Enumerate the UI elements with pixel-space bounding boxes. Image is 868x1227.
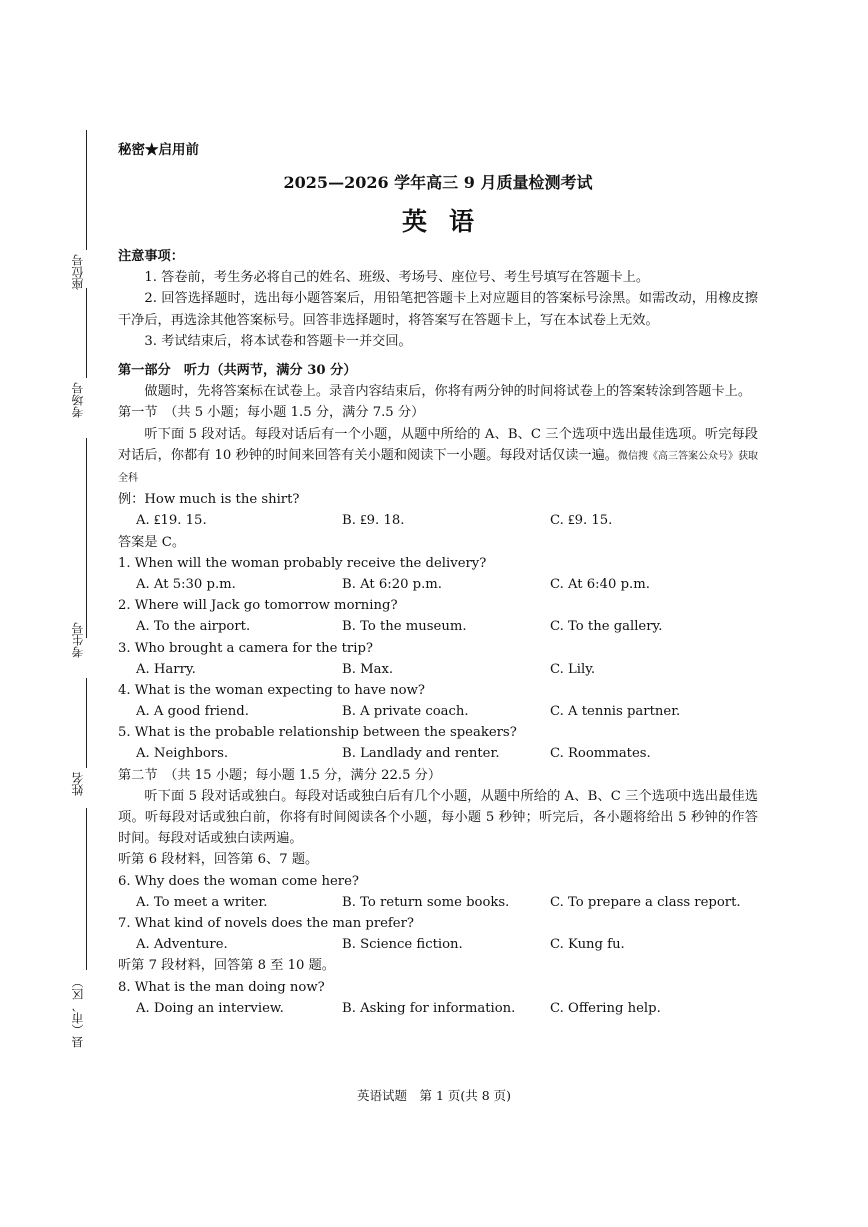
divider [86, 808, 87, 970]
question-text: 5. What is the probable relationship between the speakers? [118, 725, 517, 741]
question-text: 6. Why does the woman come here? [118, 873, 359, 889]
exam-title: 2025—2026 学年高三 9 月质量检测考试 [283, 173, 593, 192]
question-options [118, 701, 758, 722]
option-a: A. To the airport. [136, 619, 251, 635]
notice-heading: 注意事项： [118, 249, 184, 264]
question-item [118, 977, 758, 1019]
divider [86, 288, 87, 378]
option-b: B. Science fiction. [342, 937, 463, 953]
example-options [118, 510, 758, 531]
divider [86, 438, 87, 638]
question-text: 1. When will the woman probably receive the delivery? [118, 555, 487, 571]
option-c: C. Offering help. [550, 1000, 661, 1016]
material-6-instruction: 听第 6 段材料，回答第 6、7 题。 [118, 852, 319, 868]
name-label: 姓名 [71, 772, 85, 796]
example-question: 例：How much is the shirt? [118, 492, 300, 508]
county-label: 县（市、区） [71, 976, 85, 1048]
question-text: 7. What kind of novels does the man prefer? [118, 915, 414, 931]
part1-heading: 第一部分 听力（共两节，满分 30 分） [118, 363, 357, 378]
question-text: 2. Where will Jack go tomorrow morning? [118, 598, 398, 614]
seat-number-label: 座位号 [71, 254, 85, 290]
option-a: A. ₤19. 15. [136, 513, 207, 529]
page-footer: 英语试题 第 1 页(共 8 页) [356, 1088, 512, 1103]
question-item [118, 913, 758, 955]
divider [86, 130, 87, 250]
option-b: B. Landlady and renter. [342, 746, 500, 762]
option-c: C. At 6:40 p.m. [550, 576, 650, 592]
option-c: C. Roommates. [550, 746, 651, 762]
section1-intro-text: 听下面 5 段对话。每段对话后有一个小题，从题中所给的 A、B、C 三个选项中选出最佳选项。听完每段对话后，你都有 10 秒钟的时间来回答有关小题和阅读下一小题。每段对话仅读一遍。 [118, 426, 758, 463]
option-a: A. Doing an interview. [136, 1000, 284, 1016]
option-a: A. A good friend. [136, 704, 249, 720]
option-c: C. Lily. [550, 661, 596, 677]
question-list-1 [118, 553, 758, 765]
question-options [118, 616, 758, 637]
question-options [118, 892, 758, 913]
section1-intro [118, 424, 758, 490]
option-b: B. To return some books. [342, 894, 510, 910]
option-a: A. To meet a writer. [136, 894, 268, 910]
option-a: A. Neighbors. [136, 746, 229, 762]
exam-page [118, 138, 758, 1019]
subject-title: 英语 [401, 207, 496, 236]
option-b: B. ₤9. 18. [342, 513, 405, 529]
section2-intro: 听下面 5 段对话或独白。每段对话或独白后有几个小题，从题中所给的 A、B、C 三个选项中选出最佳选项。听每段对话或独白前，你将有时间阅读各个小题，每小题 5 秒钟；听完后，各小题将给出 5 秒钟的作答时间。每段对话或独白读两遍。 [118, 788, 758, 847]
question-text: 3. Who brought a camera for the trip? [118, 640, 373, 656]
option-c: C. To prepare a class report. [550, 894, 741, 910]
confidential-mark: 秘密★启用前 [118, 142, 199, 158]
question-item [118, 871, 758, 913]
option-c: C. To the gallery. [550, 619, 663, 635]
question-text: 4. What is the woman expecting to have now? [118, 682, 425, 698]
notice-item: 1. 答卷前，考生务必将自己的姓名、班级、考场号、座位号、考生号填写在答题卡上。 [144, 270, 650, 286]
exam-room-label: 考场号 [71, 382, 85, 418]
question-text: 8. What is the man doing now? [118, 979, 325, 995]
section1-heading: 第一节 （共 5 小题；每小题 1.5 分，满分 7.5 分） [118, 405, 425, 421]
question-item [118, 595, 758, 637]
section2-heading: 第二节 （共 15 小题；每小题 1.5 分，满分 22.5 分） [118, 767, 442, 783]
option-b: B. To the museum. [342, 619, 467, 635]
option-b: B. A private coach. [342, 704, 469, 720]
divider [86, 678, 87, 768]
question-list-2b [118, 977, 758, 1019]
material-7-instruction: 听第 7 段材料，回答第 8 至 10 题。 [118, 958, 335, 974]
question-options [118, 574, 758, 595]
option-a: A. Adventure. [136, 937, 228, 953]
option-b: B. Max. [342, 661, 394, 677]
watermark-note: 微信搜《高三答案公众号》获取全科 [118, 450, 759, 484]
question-options [118, 998, 758, 1019]
question-item [118, 553, 758, 595]
question-item [118, 680, 758, 722]
notice-item: 3. 考试结束后，将本试卷和答题卡一并交回。 [144, 333, 412, 349]
question-item [118, 722, 758, 764]
question-options [118, 934, 758, 955]
option-c: C. ₤9. 15. [550, 513, 613, 529]
binding-margin [66, 130, 96, 1070]
option-b: B. Asking for information. [342, 1000, 516, 1016]
notice-item: 2. 回答选择题时，选出每小题答案后，用铅笔把答题卡上对应题目的答案标号涂黑。如需改动，用橡皮擦干净后，再选涂其他答案标号。回答非选择题时，将答案写在答题卡上，写在本试卷上无效。 [118, 291, 758, 328]
candidate-number-label: 考生号 [71, 622, 85, 658]
question-list-2a [118, 871, 758, 956]
question-options [118, 659, 758, 680]
example-answer: 答案是 C。 [118, 534, 186, 550]
question-item [118, 638, 758, 680]
option-c: C. A tennis partner. [550, 704, 681, 720]
option-a: A. At 5:30 p.m. [136, 576, 236, 592]
option-a: A. Harry. [136, 661, 196, 677]
part1-intro: 做题时，先将答案标在试卷上。录音内容结束后，你将有两分钟的时间将试卷上的答案转涂到答题卡上。 [144, 384, 752, 400]
question-options [118, 743, 758, 764]
option-b: B. At 6:20 p.m. [342, 576, 442, 592]
option-c: C. Kung fu. [550, 937, 625, 953]
